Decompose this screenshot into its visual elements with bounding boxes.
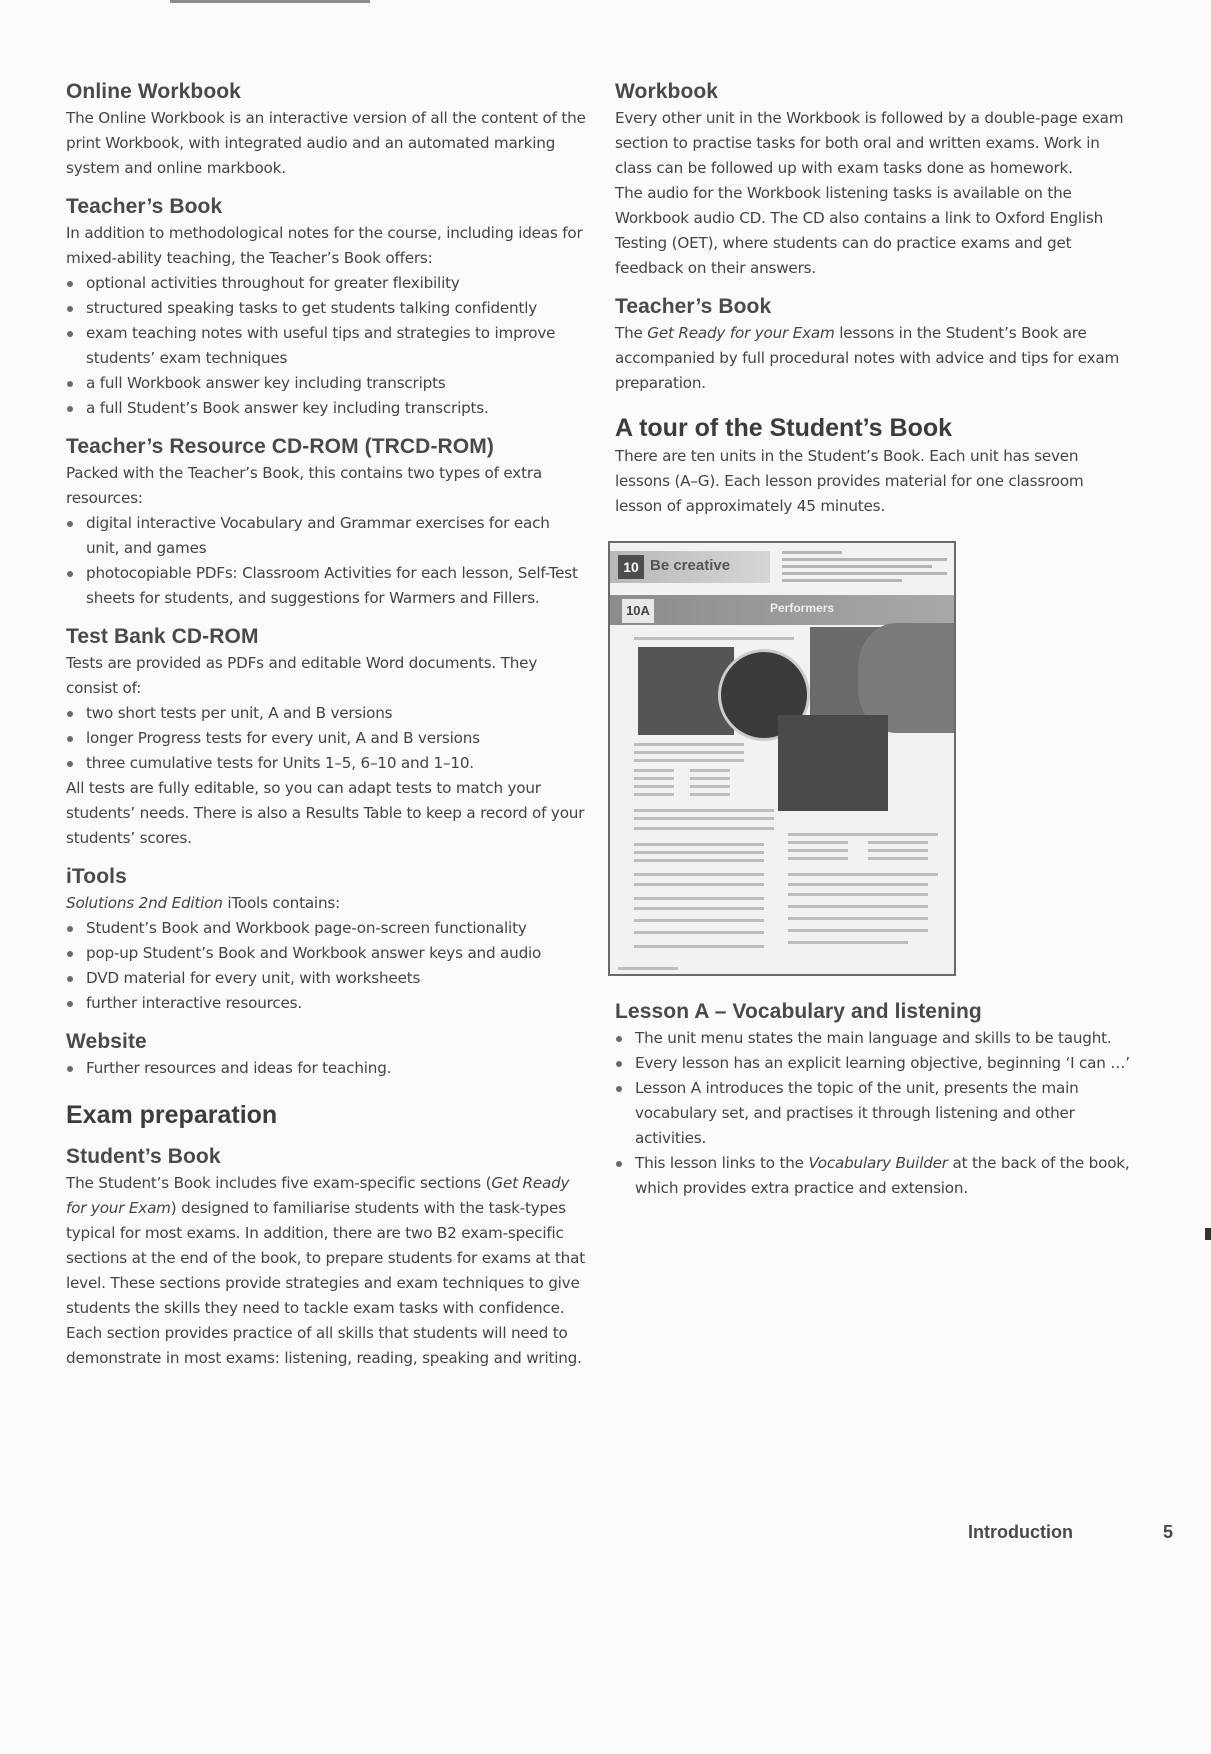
left-column <box>66 78 586 1371</box>
text-line <box>634 843 764 846</box>
list-item: Every lesson has an explicit learning objective, beginning ‘I can …’ <box>615 1051 1135 1076</box>
trcd-list <box>66 511 586 611</box>
text-line <box>634 759 744 762</box>
trcd-heading: Teacher’s Resource CD-ROM (TRCD-ROM) <box>66 435 494 458</box>
lesson-title: Performers <box>770 601 835 615</box>
right-teachers-book-text <box>615 321 1135 396</box>
list-item: Student’s Book and Workbook page-on-screen functionality <box>66 916 586 941</box>
text-line <box>634 817 774 820</box>
lesson-a-heading: Lesson A – Vocabulary and listening <box>615 1000 982 1023</box>
top-rule <box>170 0 370 3</box>
teachers-book-list <box>66 271 586 421</box>
itools-list <box>66 916 586 1016</box>
itools-section <box>66 863 586 1016</box>
text-span: The Student’s Book includes five exam-specific sections ( <box>66 1174 492 1192</box>
text-line <box>634 809 774 812</box>
list-item: structured speaking tasks to get students talking confidently <box>66 296 586 321</box>
text-line <box>868 841 928 844</box>
trcd-section <box>66 433 586 611</box>
workbook-text-2: The audio for the Workbook listening tasks is available on the Workbook audio CD. The CD also contains a link to Oxford English Testing (OET), where students can do practice exams and get feedback on their answers. <box>615 184 1104 277</box>
text-line <box>868 849 928 852</box>
text-line <box>690 777 730 780</box>
test-bank-list <box>66 701 586 776</box>
text-line <box>788 893 928 896</box>
lesson-a-section <box>615 998 1135 1201</box>
workbook-text-1: Every other unit in the Workbook is followed by a double-page exam section to practise tasks for both oral and written exams. Work in class can be followed up with exam tasks done as homework. <box>615 109 1124 177</box>
text-line <box>788 883 928 886</box>
list-item: Further resources and ideas for teaching. <box>66 1056 586 1081</box>
exam-students-book-heading: Student’s Book <box>66 1145 221 1168</box>
text-span: at the back of the book, which provides extra practice and extension. <box>635 1154 1130 1197</box>
list-item: digital interactive Vocabulary and Grammar exercises for each unit, and games <box>66 511 586 561</box>
right-teachers-book-section <box>615 293 1135 396</box>
text-span: ) designed to familiarise students with the task-types typical for most exams. In addition, there are two B2 exam-specific sections at the end of the book, to prepare students for exams at that level. These sections provide strategies and exam techniques to give students the skills they need to tackle exam tasks with confidence. <box>66 1199 585 1317</box>
text-line <box>634 873 764 876</box>
exam-students-book-text <box>66 1171 586 1321</box>
text-line <box>690 793 730 796</box>
text-line <box>788 833 938 836</box>
text-line <box>634 793 674 796</box>
text-line <box>634 945 764 948</box>
teachers-book-intro: In addition to methodological notes for the course, including ideas for mixed-ability teaching, the Teacher’s Book offers: <box>66 224 583 267</box>
exam-preparation-heading: Exam preparation <box>66 1101 278 1129</box>
unit-title: Be creative <box>650 557 731 574</box>
online-workbook-text: The Online Workbook is an interactive version of all the content of the print Workbook, with integrated audio and an automated marking system and online markbook. <box>66 109 586 177</box>
list-item: exam teaching notes with useful tips and strategies to improve students’ exam techniques <box>66 321 586 371</box>
workbook-heading: Workbook <box>615 80 719 103</box>
text-line <box>634 897 764 900</box>
list-item: Lesson A introduces the topic of the unit, presents the main vocabulary set, and practises it through listening and other activities. <box>615 1076 1135 1151</box>
list-item: further interactive resources. <box>66 991 586 1016</box>
text-line <box>634 883 764 886</box>
itools-heading: iTools <box>66 865 127 888</box>
online-workbook-heading: Online Workbook <box>66 80 241 103</box>
text-span: lessons in the Student’s Book are accompanied by full procedural notes with advice and tips for exam preparation. <box>615 324 1120 392</box>
text-line <box>634 769 674 772</box>
text-line <box>788 917 928 920</box>
text-line <box>634 851 764 854</box>
text-line <box>690 769 730 772</box>
website-list <box>66 1056 586 1081</box>
text-line <box>634 637 794 640</box>
text-line <box>788 941 908 944</box>
website-section <box>66 1028 586 1081</box>
unit-includes-box <box>782 551 947 593</box>
text-line <box>788 857 848 860</box>
list-item: two short tests per unit, A and B versions <box>66 701 586 726</box>
test-bank-heading: Test Bank CD-ROM <box>66 625 259 648</box>
get-ready-title: Get Ready for your Exam <box>647 324 835 342</box>
trcd-intro: Packed with the Teacher’s Book, this contains two types of extra resources: <box>66 464 542 507</box>
text-line <box>634 931 764 934</box>
list-item <box>615 1151 1135 1201</box>
list-item: a full Student’s Book answer key including transcripts. <box>66 396 586 421</box>
exam-section-practice-text: Each section provides practice of all skills that students will need to demonstrate in most exams: listening, reading, speaking and writing. <box>66 1324 582 1367</box>
page-number: 5 <box>1162 1522 1173 1542</box>
text-line <box>788 905 928 908</box>
itools-intro <box>66 891 586 916</box>
text-line <box>634 751 744 754</box>
website-heading: Website <box>66 1030 147 1053</box>
right-teachers-book-heading: Teacher’s Book <box>615 295 772 318</box>
unit-number: 10 <box>618 555 644 579</box>
edge-mark <box>1205 1228 1211 1240</box>
exam-preparation-section <box>66 1099 586 1371</box>
text-line <box>634 919 764 922</box>
list-item: The unit menu states the main language and skills to be taught. <box>615 1026 1135 1051</box>
itools-intro-title: Solutions 2nd Edition <box>66 894 223 912</box>
list-item: photocopiable PDFs: Classroom Activities for each lesson, Self-Test sheets for students, and suggestions for Warmers and Fillers. <box>66 561 586 611</box>
footer-section-label: Introduction <box>968 1522 1073 1542</box>
students-book-page-thumbnail <box>608 541 956 976</box>
vocabulary-builder-title: Vocabulary Builder <box>808 1154 948 1172</box>
text-line <box>868 857 928 860</box>
get-ready-title: Get Ready for your Exam <box>66 1174 570 1217</box>
lesson-a-list <box>615 1026 1135 1201</box>
list-item: three cumulative tests for Units 1–5, 6–10 and 1–10. <box>66 751 586 776</box>
workbook-section <box>615 78 1135 281</box>
teachers-book-heading: Teacher’s Book <box>66 195 223 218</box>
text-span: This lesson links to the <box>635 1154 809 1172</box>
itools-intro-rest: iTools contains: <box>222 894 341 912</box>
text-line <box>634 777 674 780</box>
list-item: optional activities throughout for greater flexibility <box>66 271 586 296</box>
list-item: DVD material for every unit, with worksheets <box>66 966 586 991</box>
list-item: longer Progress tests for every unit, A and B versions <box>66 726 586 751</box>
teachers-book-section <box>66 193 586 421</box>
text-span: The <box>615 324 648 342</box>
text-line <box>788 873 938 876</box>
test-bank-intro: Tests are provided as PDFs and editable Word documents. They consist of: <box>66 654 538 697</box>
text-line <box>634 827 774 830</box>
tour-heading: A tour of the Student’s Book <box>615 414 953 442</box>
text-line <box>788 929 928 932</box>
tour-section <box>615 412 1135 519</box>
right-column <box>615 78 1135 1201</box>
text-line <box>634 859 764 862</box>
text-line <box>788 841 848 844</box>
test-bank-outro: All tests are fully editable, so you can adapt tests to match your students’ needs. There is also a Results Table to keep a record of your students’ scores. <box>66 779 585 847</box>
tour-text: There are ten units in the Student’s Book. Each unit has seven lessons (A–G). Each lesson provides material for one classroom lesson of approximately 45 minutes. <box>615 447 1084 515</box>
text-line <box>634 907 764 910</box>
list-item: a full Workbook answer key including transcripts <box>66 371 586 396</box>
text-line <box>690 785 730 788</box>
list-item: pop-up Student’s Book and Workbook answer keys and audio <box>66 941 586 966</box>
test-bank-section <box>66 623 586 851</box>
text-line <box>788 849 848 852</box>
text-line <box>634 743 744 746</box>
online-workbook-section <box>66 78 586 181</box>
lesson-number: 10A <box>622 599 654 623</box>
thumbnail-photo <box>778 715 888 811</box>
text-line <box>618 967 678 970</box>
text-line <box>634 785 674 788</box>
